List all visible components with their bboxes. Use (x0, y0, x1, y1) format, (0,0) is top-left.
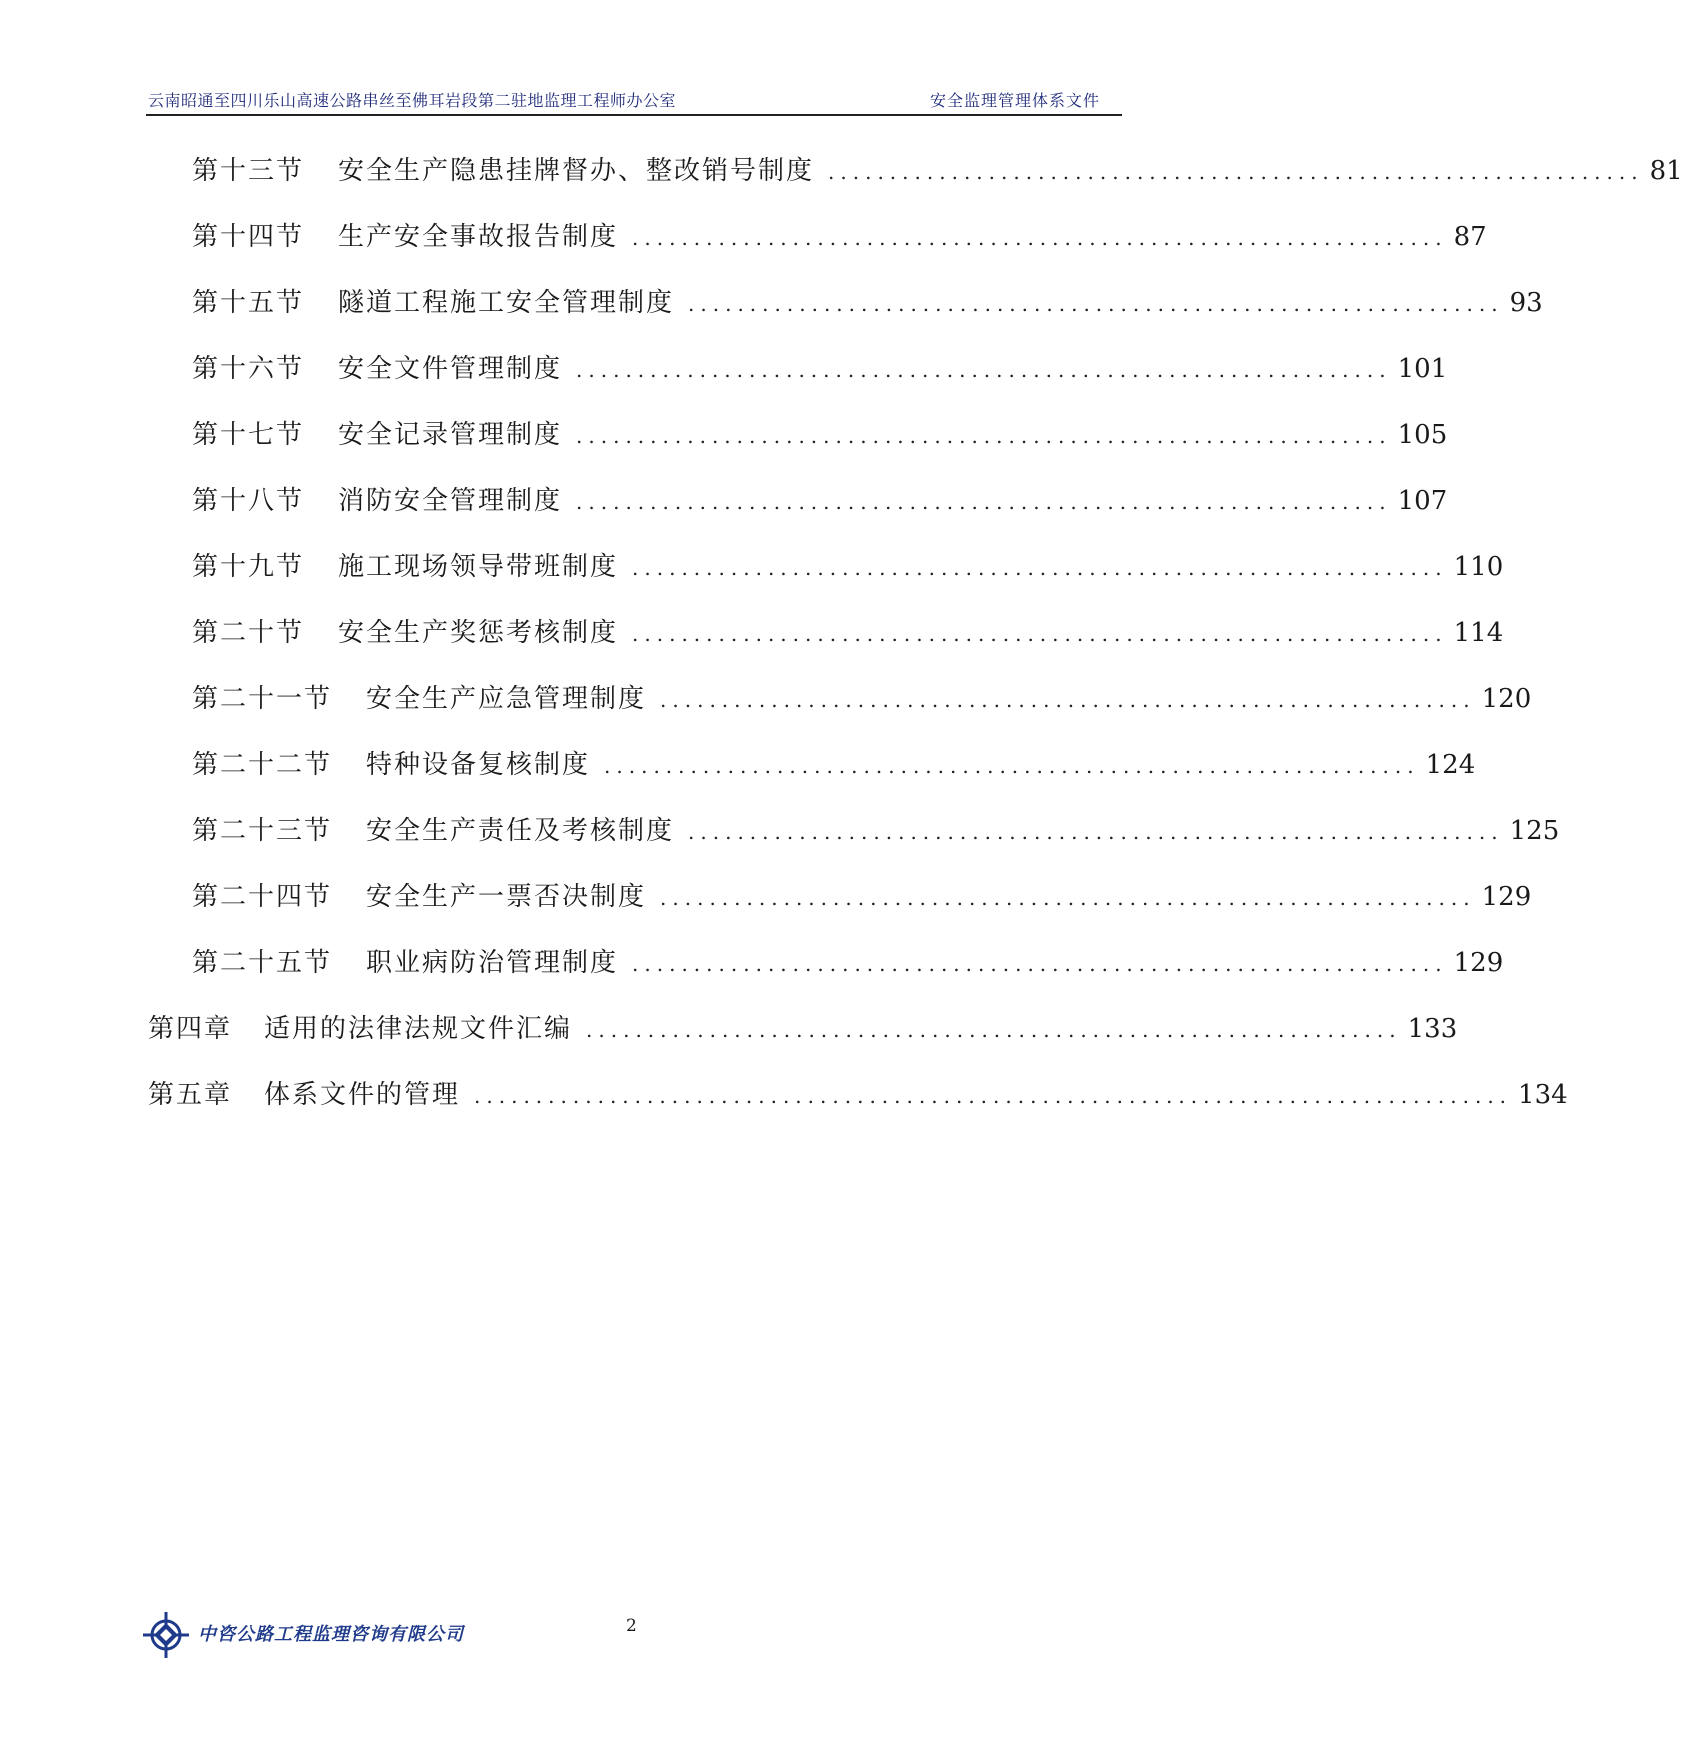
toc-entry-number: 第二十节 (192, 618, 305, 648)
toc-leader-dots: .................................................................. (576, 424, 1392, 448)
toc-entry-page: 125 (1509, 816, 1560, 846)
toc-entry-title: 体系文件的管理 (264, 1080, 461, 1110)
toc-entry-number: 第五章 (148, 1080, 233, 1110)
toc-entry-page: 110 (1453, 552, 1504, 582)
toc-entry-number: 第二十四节 (192, 882, 333, 912)
toc-entry-title: 安全文件管理制度 (338, 354, 563, 384)
toc-entry[interactable] (192, 942, 1504, 982)
toc-entry-number: 第十六节 (192, 354, 305, 384)
toc-entry[interactable] (192, 348, 1448, 388)
toc-entry-page: 81 (1649, 156, 1683, 186)
toc-leader-dots: .................................................................. (576, 490, 1392, 514)
company-logo (140, 1610, 470, 1660)
toc-entry-title: 隧道工程施工安全管理制度 (338, 288, 675, 318)
toc-entry[interactable] (148, 1074, 1568, 1114)
toc-leader-dots: .................................................................. (632, 622, 1448, 646)
toc-entry-number: 第十三节 (192, 156, 305, 186)
toc-entry[interactable] (192, 876, 1532, 916)
toc-leader-dots: .................................................................. (576, 358, 1392, 382)
toc-leader-dots: .................................................................. (660, 688, 1476, 712)
toc-entry-page: 120 (1481, 684, 1532, 714)
toc-entry[interactable] (192, 612, 1504, 652)
toc-entry-page: 107 (1397, 486, 1448, 516)
page-number: 2 (626, 1616, 637, 1636)
toc-entry-number: 第二十五节 (192, 948, 333, 978)
toc-entry-number: 第十八节 (192, 486, 305, 516)
toc-entry[interactable] (192, 480, 1448, 520)
toc-entry-page: 87 (1453, 222, 1487, 252)
toc-entry-title: 适用的法律法规文件汇编 (264, 1014, 573, 1044)
header-doc-title: 安全监理管理体系文件 (929, 91, 1100, 110)
toc-entry-page: 129 (1481, 882, 1532, 912)
toc-entry[interactable] (192, 810, 1560, 850)
toc-entry-title: 消防安全管理制度 (338, 486, 563, 516)
toc-entry-number: 第二十一节 (192, 684, 333, 714)
toc-entry-page: 101 (1397, 354, 1448, 384)
company-name: 中咨公路工程监理咨询有限公司 (198, 1624, 464, 1645)
toc-entry-title: 安全记录管理制度 (338, 420, 563, 450)
toc-leader-dots: .................................................................. (828, 160, 1644, 184)
toc-entry[interactable] (192, 678, 1532, 718)
toc-leader-dots: .................................................................................... (474, 1084, 1513, 1108)
toc-entry-page: 129 (1453, 948, 1504, 978)
toc-entry-number: 第十五节 (192, 288, 305, 318)
toc-entry-title: 职业病防治管理制度 (366, 948, 619, 978)
company-emblem-icon (140, 1610, 192, 1660)
toc-entry-number: 第二十二节 (192, 750, 333, 780)
toc-leader-dots: .................................................................. (632, 556, 1448, 580)
toc-leader-dots: .................................................................. (660, 886, 1476, 910)
toc-entry[interactable] (192, 282, 1543, 322)
toc-entry-number: 第十七节 (192, 420, 305, 450)
toc-entry-page: 93 (1509, 288, 1543, 318)
toc-entry-page: 105 (1397, 420, 1448, 450)
toc-entry-page: 124 (1425, 750, 1476, 780)
toc-entry-page: 133 (1407, 1014, 1458, 1044)
toc-entry-page: 134 (1518, 1080, 1568, 1110)
toc-entry-title: 安全生产隐患挂牌督办、整改销号制度 (338, 156, 815, 186)
toc-leader-dots: .................................................................. (688, 292, 1504, 316)
toc-entry-title: 生产安全事故报告制度 (338, 222, 619, 252)
toc-entry-number: 第十四节 (192, 222, 305, 252)
toc-leader-dots: .................................................................. (632, 952, 1448, 976)
page-header (146, 84, 1122, 116)
header-org-name: 云南昭通至四川乐山高速公路串丝至佛耳岩段第二驻地监理工程师办公室 (148, 91, 677, 110)
toc-entry[interactable] (148, 1008, 1458, 1048)
toc-entry[interactable] (192, 546, 1504, 586)
toc-entry-title: 安全生产责任及考核制度 (366, 816, 675, 846)
toc-entry-title: 安全生产奖惩考核制度 (338, 618, 619, 648)
toc-entry-page: 114 (1453, 618, 1504, 648)
toc-entry[interactable] (192, 744, 1476, 784)
toc-entry-title: 安全生产应急管理制度 (366, 684, 647, 714)
toc-entry-title: 特种设备复核制度 (366, 750, 591, 780)
toc-entry-title: 安全生产一票否决制度 (366, 882, 647, 912)
toc-leader-dots: .................................................................. (632, 226, 1448, 250)
toc-entry-number: 第四章 (148, 1014, 233, 1044)
toc-entry[interactable] (192, 216, 1487, 256)
toc-leader-dots: .................................................................. (586, 1018, 1402, 1042)
toc-leader-dots: .................................................................. (688, 820, 1504, 844)
toc-entry-title: 施工现场领导带班制度 (338, 552, 619, 582)
toc-entry-number: 第二十三节 (192, 816, 333, 846)
toc-entry[interactable] (192, 150, 1683, 190)
toc-entry[interactable] (192, 414, 1448, 454)
toc-entry-number: 第十九节 (192, 552, 305, 582)
toc-leader-dots: .................................................................. (604, 754, 1420, 778)
